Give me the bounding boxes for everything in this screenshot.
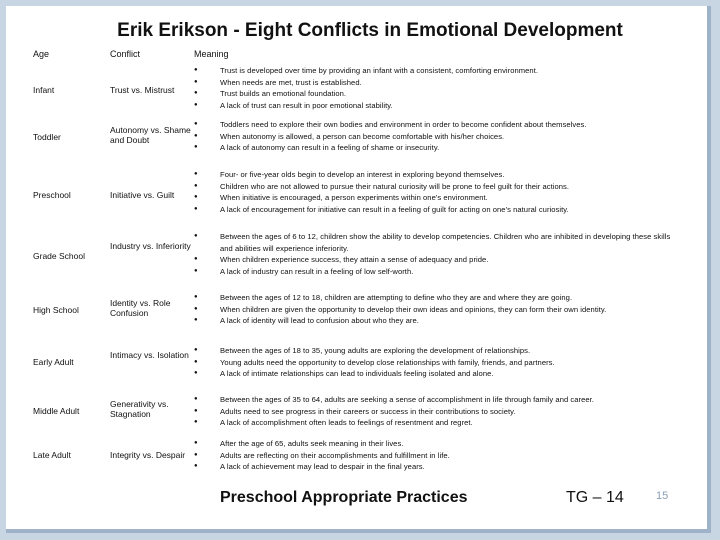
list-item: ● A lack of trust can result in poor emotional stability. [194,100,672,112]
list-item: ● Children who are not allowed to pursue their natural curiosity will be prone to feel guilt for their actions. [194,181,672,193]
list-item: ● A lack of identity will lead to confusion about who they are. [194,315,672,327]
header-conflict: Conflict [110,49,141,59]
page-title: Erik Erikson - Eight Conflicts in Emotional Development [117,20,623,41]
header-meaning: Meaning [194,49,229,59]
list-item: ● A lack of industry can result in a feeling of low self-worth. [194,266,672,278]
list-item: ● When initiative is encouraged, a person experiments within one's environment. [194,192,672,204]
meaning-list [194,231,672,277]
row-conflict: Identity vs. Role Confusion [110,298,171,318]
meaning-list [194,169,672,215]
list-item: ● Between the ages of 6 to 12, children show the ability to develop competencies. Children who are inhibited in developing these skills and abilities will experience inferiority. [194,231,672,254]
meaning-list [194,394,672,429]
meaning-list [194,119,672,154]
list-item: ● A lack of autonomy can result in a feeling of shame or insecurity. [194,142,672,154]
meaning-list [194,438,672,473]
row-age: Preschool [33,190,71,200]
list-item: ● Adults are reflecting on their accomplishments and fulfillment in life. [194,450,672,462]
row-conflict: Industry vs. Inferiority [110,241,191,251]
footer-title: Preschool Appropriate Practices [220,489,468,506]
list-item: ● When children are given the opportunity to develop their own ideas and opinions, they can form their own identity. [194,304,672,316]
row-conflict: Autonomy vs. Shame and Doubt [110,125,191,145]
row-age: Grade School [33,251,85,261]
meaning-list [194,65,672,111]
list-item: ● When autonomy is allowed, a person can become comfortable with his/her choices. [194,131,672,143]
list-item: ● Adults need to see progress in their careers or success in their contributions to society. [194,406,672,418]
list-item: ● Young adults need the opportunity to develop close relationships with family, friends, and partners. [194,357,672,369]
list-item: ● When children experience success, they attain a sense of adequacy and pride. [194,254,672,266]
list-item: ● A lack of achievement may lead to despair in the final years. [194,461,672,473]
list-item: ● When needs are met, trust is established. [194,77,672,89]
row-age: High School [33,305,79,315]
list-item: ● Between the ages of 12 to 18, children are attempting to define who they are and where they are going. [194,292,672,304]
row-age: Late Adult [33,450,71,460]
footer-code: TG – 14 [566,489,624,506]
row-age: Toddler [33,132,61,142]
list-item: ● Between the ages of 35 to 64, adults are seeking a sense of accomplishment in life through family and career. [194,394,672,406]
list-item: ● A lack of intimate relationships can lead to individuals feeling isolated and alone. [194,368,672,380]
page-number: 15 [656,490,669,502]
list-item: ● Between the ages of 18 to 35, young adults are exploring the development of relationships. [194,345,672,357]
list-item: ● A lack of encouragement for initiative can result in a feeling of guilt for acting on one's natural curiosity. [194,204,672,216]
row-conflict: Integrity vs. Despair [110,450,186,460]
row-age: Early Adult [33,357,74,367]
header-age: Age [33,49,50,59]
row-age: Middle Adult [33,406,80,416]
list-item: ● Trust is developed over time by providing an infant with a consistent, comforting environment. [194,65,672,77]
row-conflict: Trust vs. Mistrust [110,85,175,95]
meaning-list [194,345,672,380]
list-item: ● Toddlers need to explore their own bodies and environment in order to become confident about themselves. [194,119,672,131]
list-item: ● Four- or five-year olds begin to develop an interest in exploring beyond themselves. [194,169,672,181]
list-item: ● After the age of 65, adults seek meaning in their lives. [194,438,672,450]
row-conflict: Generativity vs. Stagnation [110,399,169,419]
row-age: Infant [33,85,55,95]
list-item: ● A lack of accomplishment often leads to feelings of resentment and regret. [194,417,672,429]
meaning-list [194,292,672,327]
list-item: ● Trust builds an emotional foundation. [194,88,672,100]
row-conflict: Intimacy vs. Isolation [110,350,189,360]
row-conflict: Initiative vs. Guilt [110,190,175,200]
